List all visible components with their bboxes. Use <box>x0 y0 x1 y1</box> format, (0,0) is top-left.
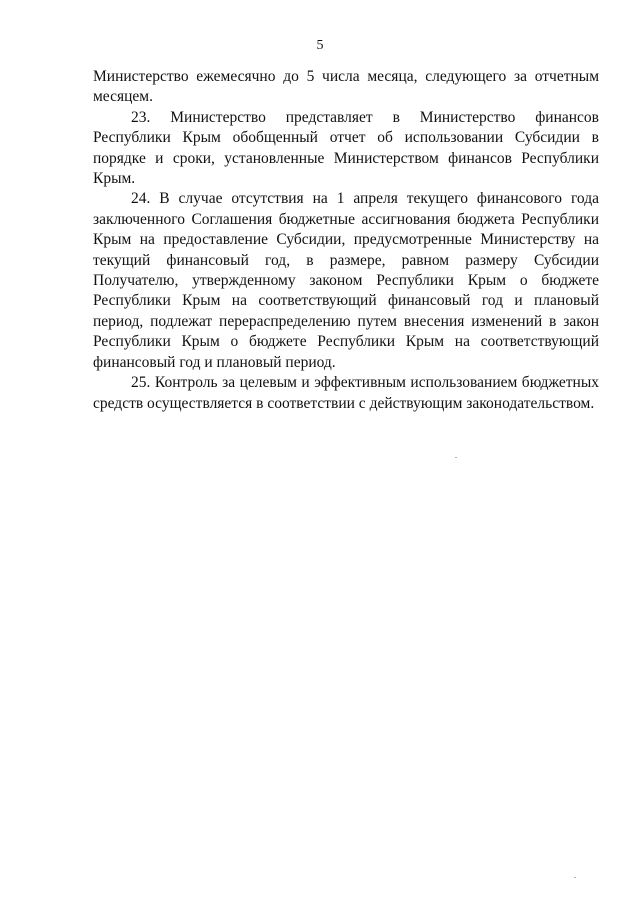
document-body <box>93 67 599 414</box>
paragraph-item-24: 24. В случае отсутствия на 1 апреля текущего финансового года заключенного Соглашения бюджетные ассигнования бюджета Республики Крым на предоставление Субсидии, предусмотренные Министерству на текущий финансовый год, в размере, равном размеру Субсидии Получателю, утвержденному законом Республики Крым о бюджете Республики Крым на соответствующий финансовый год и плановый период, подлежат перераспределению путем внесения изменений в закон Республики Крым о бюджете Республики Крым на соответствующий финансовый год и плановый период. <box>93 190 599 371</box>
scan-speck <box>574 877 576 878</box>
paragraph-item-23: 23. Министерство представляет в Министерство финансов Республики Крым обобщенный отчет об использовании Субсидии в порядке и сроки, установленные Министерством финансов Республики Крым. <box>93 108 599 188</box>
paragraph-item-25: 25. Контроль за целевым и эффективным использованием бюджетных средств осуществляется в соответствии с действующим законодательством. <box>93 374 599 412</box>
page-number: 5 <box>316 38 324 53</box>
scan-speck <box>455 457 457 458</box>
paragraph-continuation: Министерство ежемесячно до 5 числа месяца, следующего за отчетным месяцем. <box>93 68 599 106</box>
